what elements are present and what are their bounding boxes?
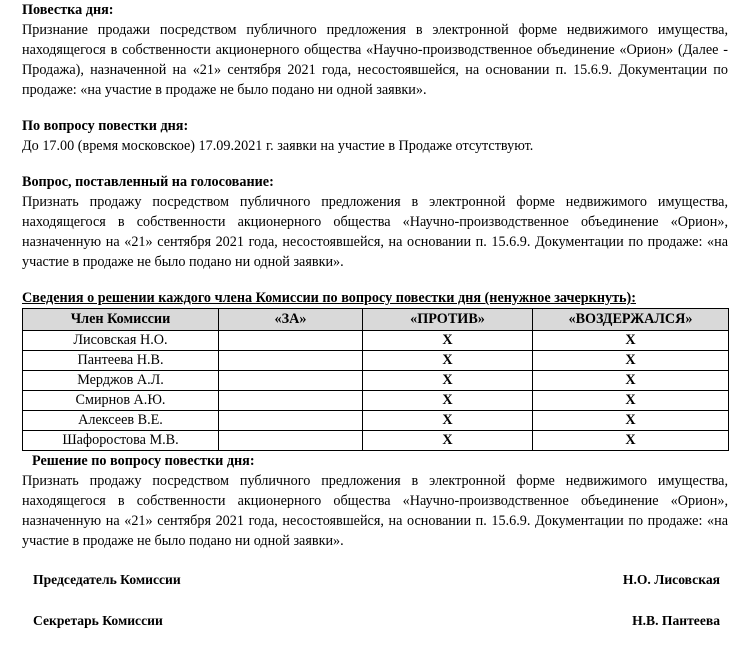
table-row <box>23 331 729 351</box>
chair-name: Н.О. Лисовская <box>622 572 720 587</box>
agenda-title: Повестка дня: <box>22 2 114 18</box>
votes-table <box>22 308 729 451</box>
vote-protiv: X <box>363 391 533 411</box>
vote-vozderzhalsya: X <box>533 431 729 451</box>
vote-protiv: X <box>363 331 533 351</box>
vote-protiv: X <box>363 371 533 391</box>
vote-question-title: Вопрос, поставленный на голосование: <box>22 174 274 190</box>
vote-vozderzhalsya: X <box>533 351 729 371</box>
table-row <box>23 411 729 431</box>
header-protiv: «ПРОТИВ» <box>363 309 533 331</box>
secretary-name: Н.В. Пантеева <box>632 613 720 628</box>
vote-vozderzhalsya: X <box>533 371 729 391</box>
vote-vozderzhalsya: X <box>533 411 729 431</box>
vote-protiv: X <box>363 431 533 451</box>
table-row <box>23 371 729 391</box>
agenda-text: Признание продажи посредством публичного предложения в электронной форме недвижимого имущества, находящегося в собственности акционерного общества «Научно-производственное объединение «Орион» (Далее - Продажа), назначенной на «21» сентября 2021 года, несостоявшейся, на основании п. 15.6.9. Документации по продаже: «на участие в продаже не было подано ни одной заявки». <box>22 22 728 98</box>
document-body <box>22 0 728 551</box>
votes-table-title: Сведения о решении каждого члена Комиссии по вопросу повестки дня (ненужное зачеркнуть): <box>22 290 637 306</box>
decision-text: Признать продажу посредством публичного предложения в электронной форме недвижимого имущества, находящегося в собственности акционерного общества «Научно-производственное объединение «Орион», назначенную на «21» сентября 2021 года, несостоявшейся, на основании п. 15.6.9. Документации по продаже: «на участие в продаже не было подано ни одной заявки». <box>22 473 728 549</box>
chair-role: Председатель Комиссии <box>33 572 181 587</box>
header-member: Член Комиссии <box>23 309 219 331</box>
vote-vozderzhalsya: X <box>533 391 729 411</box>
table-row <box>23 431 729 451</box>
vote-za <box>219 431 363 451</box>
vote-za <box>219 411 363 431</box>
vote-za <box>219 331 363 351</box>
header-za: «ЗА» <box>219 309 363 331</box>
vote-za <box>219 351 363 371</box>
member-name: Смирнов А.Ю. <box>23 391 219 411</box>
agenda-question-text: До 17.00 (время московское) 17.09.2021 г. заявки на участие в Продаже отсутствуют. <box>22 138 534 154</box>
member-name: Шафоростова М.В. <box>23 431 219 451</box>
decision-title: Решение по вопросу повестки дня: <box>32 453 255 469</box>
member-name: Мерджов А.Л. <box>23 371 219 391</box>
agenda-question-title: По вопросу повестки дня: <box>22 118 189 134</box>
vote-protiv: X <box>363 351 533 371</box>
table-row <box>23 351 729 371</box>
table-row <box>23 391 729 411</box>
votes-table-header-row <box>23 309 729 331</box>
member-name: Лисовская Н.О. <box>23 331 219 351</box>
header-vozderzhalsya: «ВОЗДЕРЖАЛСЯ» <box>533 309 729 331</box>
secretary-role: Секретарь Комиссии <box>33 613 163 628</box>
vote-za <box>219 391 363 411</box>
member-name: Пантеева Н.В. <box>23 351 219 371</box>
vote-question-text: Признать продажу посредством публичного предложения в электронной форме недвижимого имущества, находящегося в собственности акционерного общества «Научно-производственное объединение «Орион», назначенную на «21» сентября 2021 года, несостоявшейся, на основании п. 15.6.9. Документации по продаже: «на участие в продаже не было подано ни одной заявки». <box>22 194 728 270</box>
vote-vozderzhalsya: X <box>533 331 729 351</box>
vote-protiv: X <box>363 411 533 431</box>
member-name: Алексеев В.Е. <box>23 411 219 431</box>
vote-za <box>219 371 363 391</box>
